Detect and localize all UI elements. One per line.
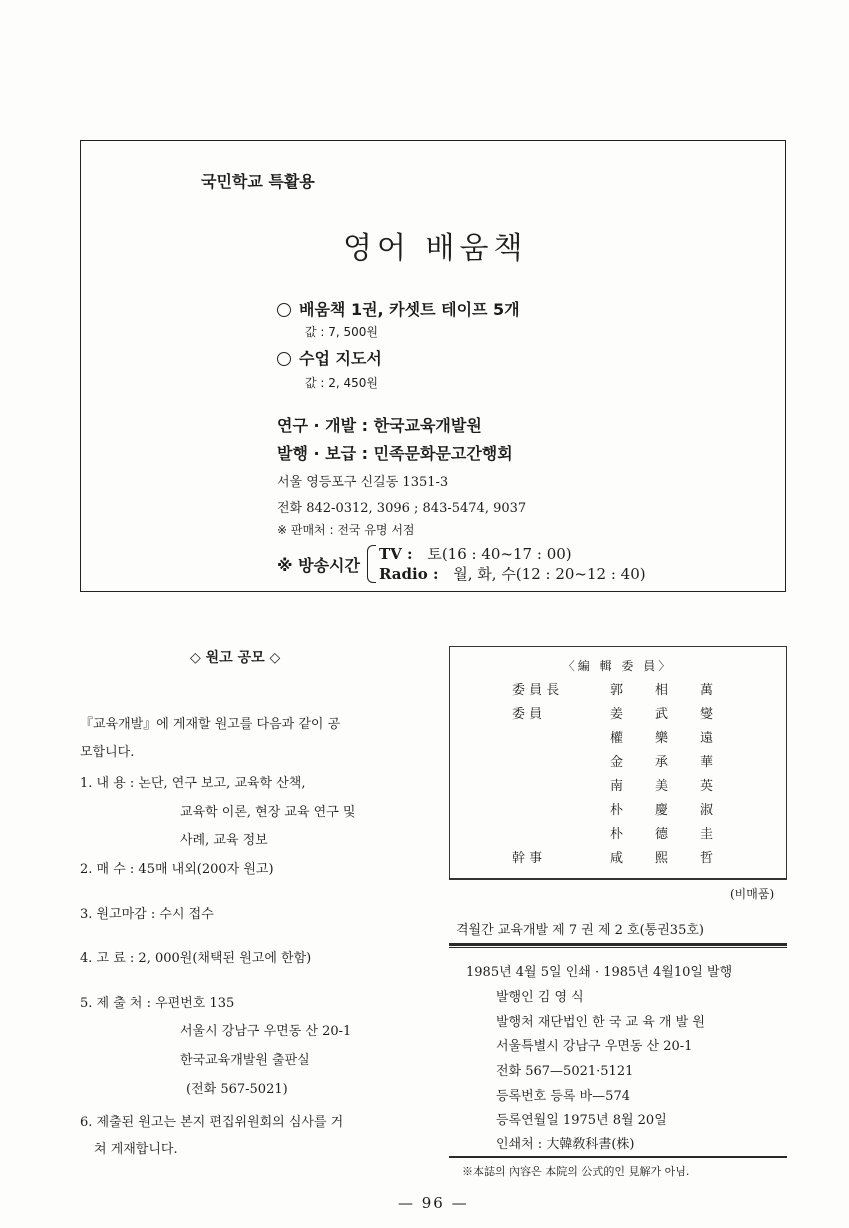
ad-item-1 [277, 297, 520, 320]
call-item-6: 6. 제출된 원고는 본지 편집위원회의 심사를 거 [80, 1115, 344, 1130]
board-name-char: 樂 [655, 731, 669, 746]
imprint-dates: 1985년 4월 5일 인쇄 · 1985년 4월10일 발행 [466, 965, 733, 980]
ad-item-2 [277, 346, 382, 369]
imprint-address: 서울특별시 강남구 우면동 산 20-1 [496, 1039, 693, 1054]
board-name-char: 熙 [655, 851, 669, 866]
board-row [450, 727, 786, 749]
advertisement-box [80, 140, 786, 592]
board-name-char: 朴 [610, 803, 624, 818]
board-row [450, 775, 786, 797]
radio-value: 월, 화, 수(12 : 20~12 : 40) [453, 565, 646, 583]
board-name-char: 哲 [700, 851, 714, 866]
call-item-5: 5. 제 출 처 : 우편번호 135 [80, 996, 235, 1011]
radio-schedule [379, 563, 646, 584]
divider [449, 947, 787, 948]
board-name-char: 燮 [700, 707, 714, 722]
board-role: 委 員 長 [512, 683, 560, 698]
board-row [450, 703, 786, 725]
call-item-4: 4. 고 료 : 2, 000원(채택된 원고에 한함) [80, 951, 312, 966]
board-name-char: 華 [700, 755, 714, 770]
circle-bullet-icon [277, 352, 291, 366]
board-row [450, 679, 786, 701]
issue-line: 격월간 교육개발 제 7 권 제 2 호(통권35호) [456, 923, 704, 938]
imprint-publisher-org: 발행처 재단법인 한 국 교 육 개 발 원 [496, 1015, 705, 1030]
board-name-char: 南 [610, 779, 624, 794]
tv-schedule [379, 543, 572, 564]
call-item-1-cont: 사례, 교육 정보 [180, 833, 268, 848]
ad-price-1: 값 : 7, 500원 [305, 325, 379, 339]
divider [449, 943, 787, 946]
board-name-char: 權 [610, 731, 624, 746]
ad-seller: ※ 판매처 : 전국 유명 서점 [277, 523, 415, 537]
board-name-char: 相 [655, 683, 669, 698]
tv-key: TV : [379, 545, 413, 563]
board-name-char: 萬 [700, 683, 714, 698]
board-name-char: 英 [700, 779, 714, 794]
divider [449, 1156, 787, 1158]
board-row [450, 799, 786, 821]
board-row [450, 751, 786, 773]
tv-value: 토(16 : 40~17 : 00) [427, 545, 572, 563]
call-intro-2: 모합니다. [80, 745, 135, 760]
board-title: 〈編 輯 委 員〉 [562, 659, 674, 673]
ad-item-2-text: 수업 지도서 [299, 349, 382, 368]
board-name-char: 金 [610, 755, 624, 770]
call-intro-1: 『교육개발』에 게재할 원고를 다음과 같이 공 [80, 717, 341, 732]
board-name-char: 朴 [610, 827, 624, 842]
ad-publisher: 발행 · 보급 : 민족문화문고간행회 [277, 444, 513, 463]
call-item-5-cont: 한국교육개발원 출판실 [180, 1053, 310, 1068]
disclaimer: ※本誌의 內容은 本院의 公式的인 見解가 아님. [462, 1165, 690, 1178]
nonsale-label: (비매품) [730, 887, 775, 901]
editorial-board-box [449, 646, 787, 880]
imprint-registration: 등록번호 등록 바—574 [496, 1089, 630, 1104]
imprint-registration-date: 등록연월일 1975년 8월 20일 [496, 1113, 667, 1128]
ad-item-1-text: 배움책 1권, 카셋트 테이프 5개 [299, 300, 520, 319]
call-item-2: 2. 매 수 : 45매 내외(200자 원고) [80, 862, 274, 877]
imprint-phone: 전화 567—5021·5121 [496, 1064, 634, 1079]
circle-bullet-icon [277, 303, 291, 317]
board-name-char: 淑 [700, 803, 714, 818]
call-item-1: 1. 내 용 : 논단, 연구 보고, 교육학 산책, [80, 776, 306, 791]
ad-title: 영어 배움책 [343, 231, 528, 266]
board-role: 委 員 [512, 707, 543, 722]
board-name-char: 姜 [610, 707, 624, 722]
imprint-publisher-person: 발행인 김 영 식 [496, 990, 584, 1005]
call-item-5-cont: 서울시 강남구 우면동 산 20-1 [180, 1024, 352, 1039]
radio-key: Radio : [379, 565, 439, 583]
board-name-char: 咸 [610, 851, 624, 866]
board-name-char: 圭 [700, 827, 714, 842]
call-item-5-cont: (전화 567-5021) [186, 1082, 288, 1097]
broadcast-label: ※ 방송시간 [277, 556, 360, 575]
board-row [450, 823, 786, 845]
ad-price-2: 값 : 2, 450원 [305, 376, 379, 390]
call-item-3: 3. 원고마감 : 수시 접수 [80, 907, 214, 922]
board-role: 幹 事 [512, 851, 543, 866]
board-name-char: 慶 [655, 803, 669, 818]
call-title: ◇ 원고 공모 ◇ [190, 650, 281, 666]
call-item-1-cont: 교육학 이론, 현장 교육 연구 및 [180, 805, 356, 820]
board-name-char: 遠 [700, 731, 714, 746]
ad-label: 국민학교 특활용 [201, 172, 315, 191]
board-name-char: 德 [655, 827, 669, 842]
ad-research: 연구 · 개발 : 한국교육개발원 [277, 416, 482, 435]
board-name-char: 承 [655, 755, 669, 770]
board-row [450, 847, 786, 869]
imprint-printer: 인쇄처 : 大韓敎科書(株) [496, 1137, 635, 1152]
call-item-6-cont: 쳐 게재합니다. [94, 1142, 178, 1157]
brace-icon [367, 545, 376, 583]
board-name-char: 郭 [610, 683, 624, 698]
ad-address: 서울 영등포구 신길동 1351-3 [277, 475, 449, 490]
board-name-char: 武 [655, 707, 669, 722]
ad-phone: 전화 842-0312, 3096 ; 843-5474, 9037 [277, 501, 527, 516]
board-name-char: 美 [655, 779, 669, 794]
page-number: — 96 — [398, 1194, 469, 1212]
